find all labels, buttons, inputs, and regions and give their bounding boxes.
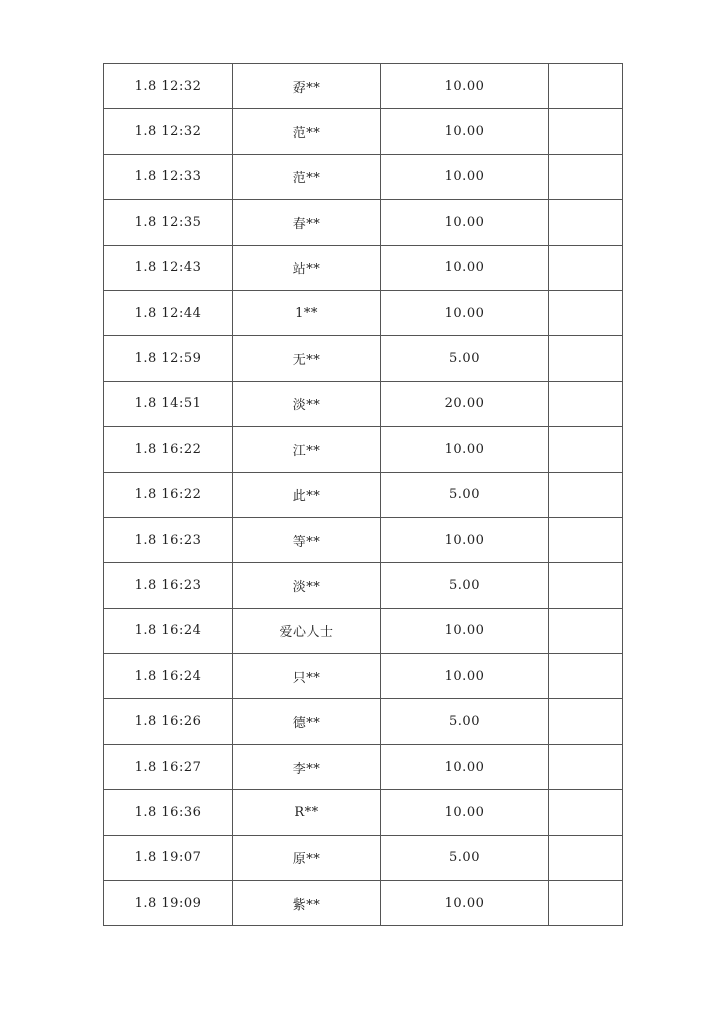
time-cell: 1.8 12:35 <box>104 200 233 245</box>
note-cell <box>549 835 623 880</box>
donor-name-cell: 原** <box>233 835 381 880</box>
table-row <box>104 744 623 789</box>
table-row <box>104 790 623 835</box>
donor-name-cell: 李** <box>233 744 381 789</box>
amount-cell: 10.00 <box>381 608 549 653</box>
note-cell <box>549 608 623 653</box>
donor-name-cell: 德** <box>233 699 381 744</box>
donor-name-cell: 孬** <box>233 64 381 109</box>
time-cell: 1.8 12:32 <box>104 109 233 154</box>
note-cell <box>549 427 623 472</box>
time-cell: 1.8 19:09 <box>104 881 233 926</box>
table-row <box>104 835 623 880</box>
donor-name-cell: 江** <box>233 427 381 472</box>
time-cell: 1.8 16:22 <box>104 427 233 472</box>
table-row <box>104 427 623 472</box>
time-cell: 1.8 12:43 <box>104 245 233 290</box>
time-cell: 1.8 19:07 <box>104 835 233 880</box>
donor-name-cell: 无** <box>233 336 381 381</box>
note-cell <box>549 517 623 562</box>
time-cell: 1.8 12:44 <box>104 290 233 335</box>
table-row <box>104 290 623 335</box>
table-row <box>104 154 623 199</box>
note-cell <box>549 245 623 290</box>
donor-name-cell: 淡** <box>233 381 381 426</box>
note-cell <box>549 881 623 926</box>
table-row <box>104 654 623 699</box>
donor-name-cell: 淡** <box>233 563 381 608</box>
note-cell <box>549 64 623 109</box>
time-cell: 1.8 16:24 <box>104 654 233 699</box>
amount-cell: 10.00 <box>381 154 549 199</box>
note-cell <box>549 200 623 245</box>
note-cell <box>549 699 623 744</box>
amount-cell: 5.00 <box>381 835 549 880</box>
time-cell: 1.8 16:22 <box>104 472 233 517</box>
time-cell: 1.8 12:32 <box>104 64 233 109</box>
amount-cell: 10.00 <box>381 427 549 472</box>
amount-cell: 10.00 <box>381 744 549 789</box>
note-cell <box>549 472 623 517</box>
table-row <box>104 381 623 426</box>
note-cell <box>549 381 623 426</box>
note-cell <box>549 563 623 608</box>
donation-table <box>103 63 623 926</box>
amount-cell: 10.00 <box>381 790 549 835</box>
amount-cell: 10.00 <box>381 517 549 562</box>
amount-cell: 5.00 <box>381 472 549 517</box>
table-row <box>104 245 623 290</box>
table-row <box>104 200 623 245</box>
donor-name-cell: 此** <box>233 472 381 517</box>
table-row <box>104 472 623 517</box>
donor-name-cell: 春** <box>233 200 381 245</box>
donor-name-cell: 1** <box>233 290 381 335</box>
amount-cell: 10.00 <box>381 64 549 109</box>
amount-cell: 10.00 <box>381 290 549 335</box>
donor-name-cell: 紫** <box>233 881 381 926</box>
amount-cell: 10.00 <box>381 109 549 154</box>
time-cell: 1.8 14:51 <box>104 381 233 426</box>
amount-cell: 10.00 <box>381 881 549 926</box>
note-cell <box>549 790 623 835</box>
amount-cell: 5.00 <box>381 563 549 608</box>
donor-name-cell: 站** <box>233 245 381 290</box>
donor-name-cell: 范** <box>233 154 381 199</box>
table-row <box>104 336 623 381</box>
note-cell <box>549 290 623 335</box>
table-row <box>104 563 623 608</box>
note-cell <box>549 154 623 199</box>
donor-name-cell: R** <box>233 790 381 835</box>
donation-table-body <box>104 64 623 926</box>
note-cell <box>549 336 623 381</box>
donor-name-cell: 只** <box>233 654 381 699</box>
table-row <box>104 699 623 744</box>
amount-cell: 10.00 <box>381 654 549 699</box>
time-cell: 1.8 16:36 <box>104 790 233 835</box>
amount-cell: 10.00 <box>381 200 549 245</box>
table-row <box>104 64 623 109</box>
table-row <box>104 517 623 562</box>
time-cell: 1.8 12:59 <box>104 336 233 381</box>
note-cell <box>549 744 623 789</box>
donor-name-cell: 范** <box>233 109 381 154</box>
note-cell <box>549 109 623 154</box>
table-row <box>104 109 623 154</box>
amount-cell: 5.00 <box>381 699 549 744</box>
time-cell: 1.8 16:23 <box>104 563 233 608</box>
time-cell: 1.8 16:26 <box>104 699 233 744</box>
time-cell: 1.8 16:27 <box>104 744 233 789</box>
donor-name-cell: 爱心人士 <box>233 608 381 653</box>
time-cell: 1.8 12:33 <box>104 154 233 199</box>
table-row <box>104 881 623 926</box>
amount-cell: 10.00 <box>381 245 549 290</box>
amount-cell: 20.00 <box>381 381 549 426</box>
table-row <box>104 608 623 653</box>
time-cell: 1.8 16:24 <box>104 608 233 653</box>
note-cell <box>549 654 623 699</box>
donor-name-cell: 等** <box>233 517 381 562</box>
amount-cell: 5.00 <box>381 336 549 381</box>
time-cell: 1.8 16:23 <box>104 517 233 562</box>
